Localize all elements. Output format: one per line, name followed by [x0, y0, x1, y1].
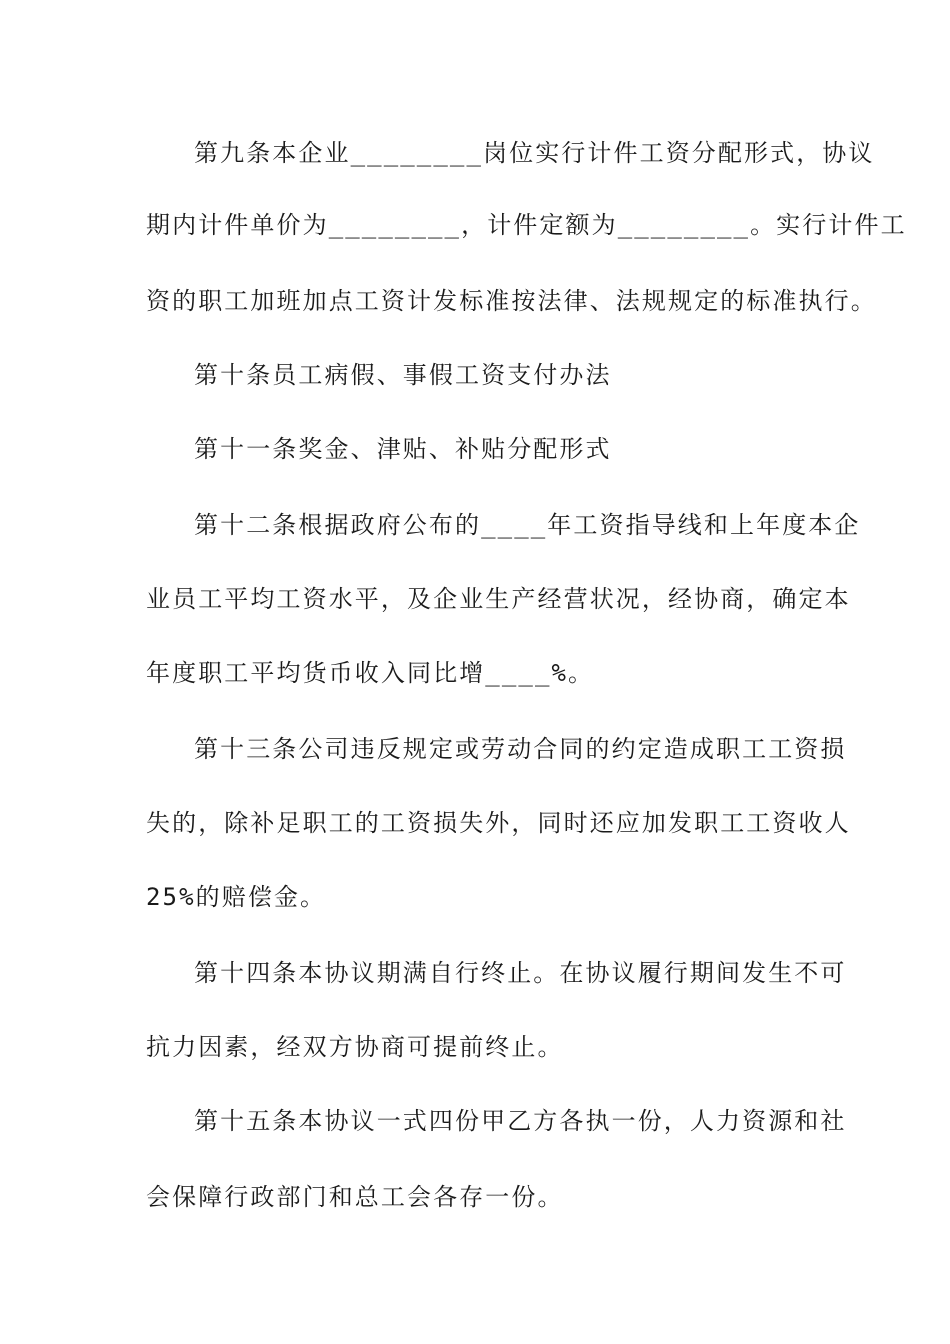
article-13-line-2: 失的，除补足职工的工资损失外，同时还应加发职工工资收人	[146, 809, 851, 837]
article-10-line-1: 第十条员工病假、事假工资支付办法	[194, 361, 612, 389]
article-9-line-2: 期内计件单价为________，计件定额为________。实行计件工	[146, 211, 907, 239]
article-11-line-1: 第十一条奖金、津贴、补贴分配形式	[194, 435, 612, 463]
article-12-line-1: 第十二条根据政府公布的____年工资指导线和上年度本企	[194, 511, 861, 539]
article-15-line-1: 第十五条本协议一式四份甲乙方各执一份，人力资源和社	[194, 1107, 847, 1135]
article-15-line-2: 会保障行政部门和总工会各存一份。	[146, 1183, 564, 1211]
article-13-line-1: 第十三条公司违反规定或劳动合同的约定造成职工工资损	[194, 735, 847, 763]
article-12-line-3: 年度职工平均货币收入同比增____%。	[146, 659, 595, 687]
article-13-line-3: 25%的赔偿金。	[146, 883, 327, 911]
article-14-line-1: 第十四条本协议期满自行终止。在协议履行期间发生不可	[194, 959, 847, 987]
article-9-line-1: 第九条本企业________岗位实行计件工资分配形式，协议	[194, 139, 875, 167]
article-14-line-2: 抗力因素，经双方协商可提前终止。	[146, 1033, 564, 1061]
article-9-line-3: 资的职工加班加点工资计发标准按法律、法规规定的标准执行。	[146, 287, 877, 315]
article-12-line-2: 业员工平均工资水平，及企业生产经营状况，经协商，确定本	[146, 585, 851, 613]
